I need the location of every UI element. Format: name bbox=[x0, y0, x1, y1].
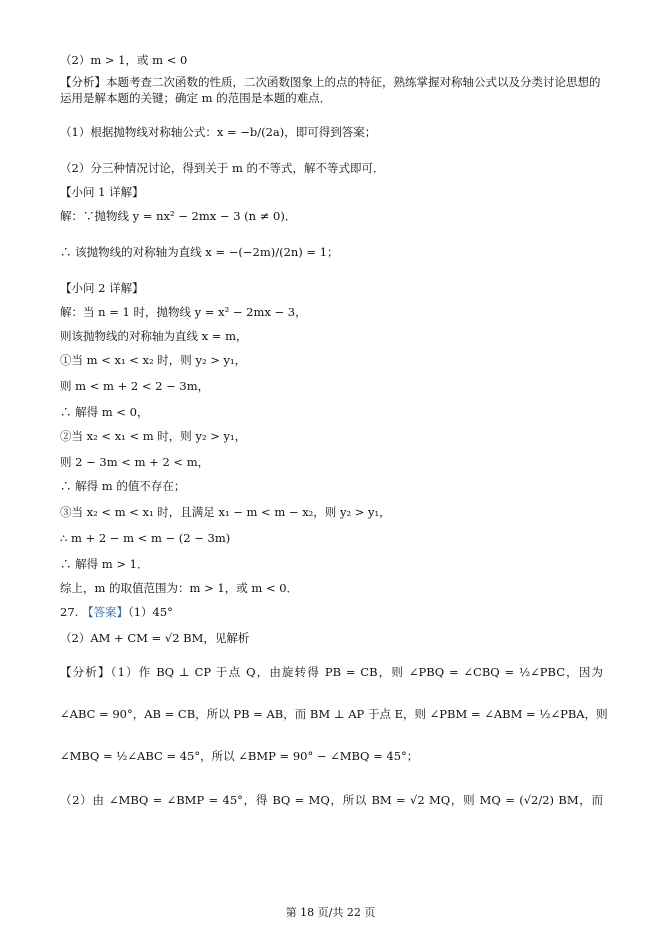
answer-part-1: （1）45° bbox=[127, 605, 173, 619]
solution-line: 则 m < m + 2 < 2 − 3m， bbox=[60, 379, 210, 393]
case-2-line: ②当 x₂ < x₁ < m 时，则 y₂ > y₁， bbox=[60, 429, 247, 443]
analysis-line: 【分析】（1）作 BQ ⊥ CP 于点 Q，由旋转得 PB = CB，则 ∠PBQ = ∠CBQ = ½∠PBC，因为 bbox=[60, 665, 603, 679]
solution-line: ∴ 该抛物线的对称轴为直线 x = −(−2m)/(2n) = 1； bbox=[60, 245, 339, 259]
sub-question-2-heading: 【小问 2 详解】 bbox=[60, 281, 144, 295]
analysis-paragraph: 【分析】本题考查二次函数的性质，二次函数图象上的点的特征，熟练掌握对称轴公式以及分类讨论思想的运用是解本题的关键；确定 m 的范围是本题的难点． bbox=[60, 75, 601, 105]
solution-line: 则 2 − 3m < m + 2 < m， bbox=[60, 455, 210, 469]
answer-tag: 【答案】 bbox=[81, 605, 128, 619]
analysis-line: ∠MBQ = ½∠ABC = 45°，所以 ∠BMP = 90° − ∠MBQ = 45°； bbox=[60, 749, 419, 763]
analysis-step-2: （2）分三种情况讨论，得到关于 m 的不等式，解不等式即可． bbox=[60, 161, 385, 175]
question-27-answer bbox=[60, 604, 603, 620]
answer-line-part2: （2）m > 1，或 m < 0 bbox=[60, 53, 188, 67]
solution-line: 则该抛物线的对称轴为直线 x = m， bbox=[60, 329, 248, 343]
analysis-step-1: （1）根据抛物线对称轴公式：x = −b/(2a)，即可得到答案； bbox=[60, 125, 377, 139]
analysis-line: （2）由 ∠MBQ = ∠BMP = 45°，得 BQ = MQ，所以 BM = √2 MQ，则 MQ = (√2/2) BM，而 bbox=[60, 793, 603, 807]
conclusion-line: 综上，m 的取值范围为：m > 1，或 m < 0． bbox=[60, 581, 299, 595]
case-3-line: ③当 x₂ < m < x₁ 时，且满足 x₁ − m < m − x₂，则 y₂ > y₁， bbox=[60, 505, 391, 519]
analysis-line: ∠ABC = 90°，AB = CB，所以 PB = AB，而 BM ⊥ AP 于点 E，则 ∠PBM = ∠ABM = ½∠PBA，则 bbox=[60, 707, 608, 721]
sub-question-1-heading: 【小问 1 详解】 bbox=[60, 185, 144, 199]
solution-line: 解：∵抛物线 y = nx² − 2mx − 3 (n ≠ 0)． bbox=[60, 209, 297, 223]
solution-line: ∴ m + 2 − m < m − (2 − 3m) bbox=[60, 531, 231, 545]
solution-line: ∴ 解得 m > 1． bbox=[60, 557, 149, 571]
solution-line: ∴ 解得 m < 0， bbox=[60, 405, 149, 419]
page-footer: 第 18 页/共 22 页 bbox=[285, 906, 376, 919]
question-number: 27. bbox=[60, 605, 79, 619]
case-1-line: ①当 m < x₁ < x₂ 时，则 y₂ > y₁， bbox=[60, 353, 247, 367]
solution-line: ∴ 解得 m 的值不存在； bbox=[60, 479, 186, 493]
answer-part-2: （2）AM + CM = √2 BM，见解析 bbox=[60, 631, 250, 645]
solution-line: 解：当 n = 1 时，抛物线 y = x² − 2mx − 3， bbox=[60, 305, 307, 319]
